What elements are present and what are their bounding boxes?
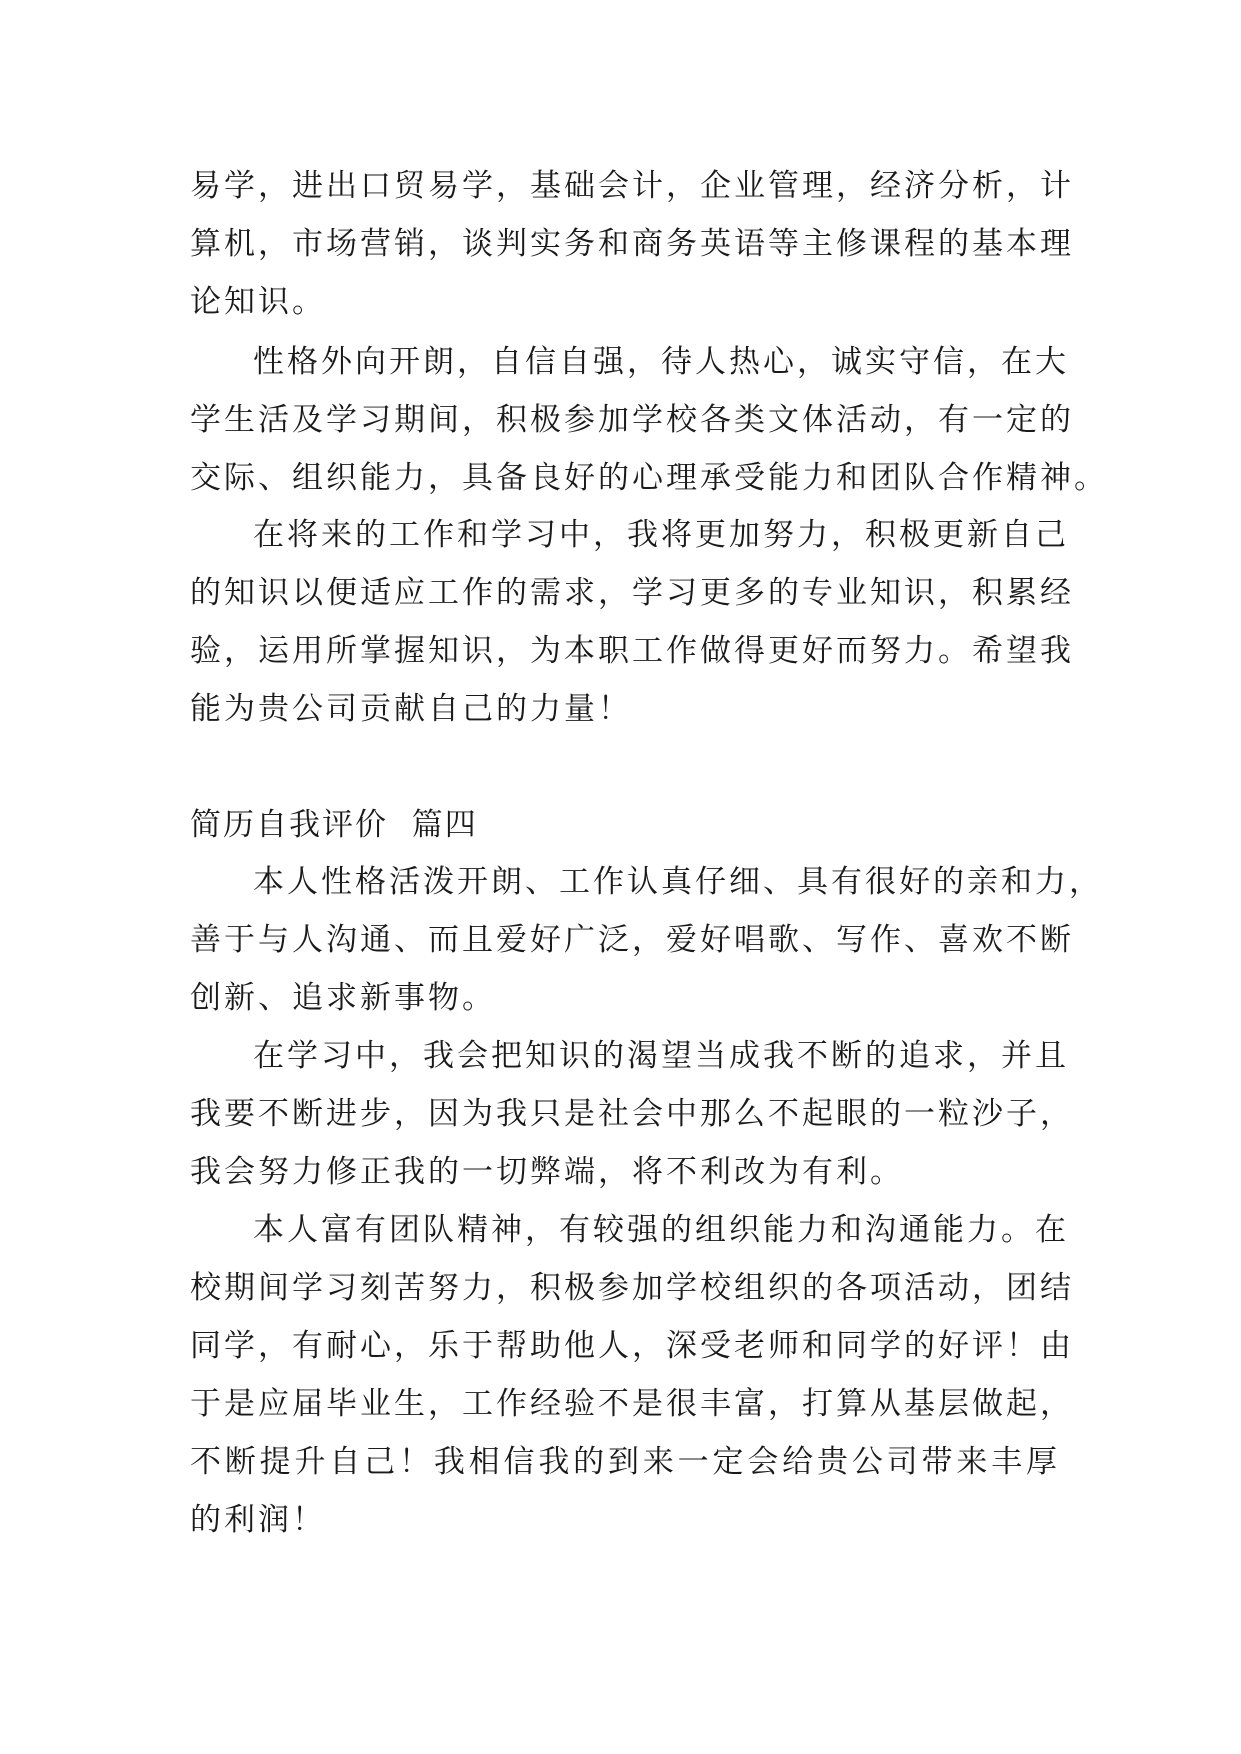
text-line: 不断提升自己！我相信我的到来一定会给贵公司带来丰厚	[190, 1444, 1060, 1480]
text-line: 我会努力修正我的一切弊端，将不利改为有利。	[190, 1154, 904, 1190]
text-line: 善于与人沟通、而且爱好广泛，爱好唱歌、写作、喜欢不断	[190, 922, 1074, 958]
text-line: 的知识以便适应工作的需求，学习更多的专业知识，积累经	[190, 575, 1074, 611]
text-line: 同学，有耐心，乐于帮助他人，深受老师和同学的好评！由	[190, 1328, 1074, 1364]
text-line: 在学习中，我会把知识的渴望当成我不断的追求，并且	[253, 1038, 1069, 1074]
text-line: 验，运用所掌握知识，为本职工作做得更好而努力。希望我	[190, 633, 1074, 669]
text-line: 创新、追求新事物。	[190, 980, 496, 1016]
text-line: 于是应届毕业生，工作经验不是很丰富，打算从基层做起，	[190, 1386, 1074, 1422]
text-line: 性格外向开朗，自信自强，待人热心，诚实守信，在大	[253, 344, 1069, 380]
text-line: 的利润！	[190, 1502, 326, 1538]
text-line: 本人富有团队精神，有较强的组织能力和沟通能力。在	[253, 1212, 1069, 1248]
text-line: 交际、组织能力，具备良好的心理承受能力和团队合作精神。	[190, 460, 1108, 496]
text-line: 易学，进出口贸易学，基础会计，企业管理，经济分析，计	[190, 168, 1074, 204]
text-line: 校期间学习刻苦努力，积极参加学校组织的各项活动，团结	[190, 1270, 1074, 1306]
text-line: 论知识。	[190, 284, 326, 320]
text-line: 我要不断进步，因为我只是社会中那么不起眼的一粒沙子，	[190, 1096, 1074, 1132]
text-line: 能为贵公司贡献自己的力量！	[190, 691, 632, 727]
text-line: 算机，市场营销，谈判实务和商务英语等主修课程的基本理	[190, 226, 1074, 262]
text-line: 在将来的工作和学习中，我将更加努力，积极更新自己	[253, 517, 1069, 553]
text-line: 本人性格活泼开朗、工作认真仔细、具有很好的亲和力，	[253, 864, 1103, 900]
text-line: 学生活及学习期间，积极参加学校各类文体活动，有一定的	[190, 402, 1074, 438]
section-heading: 简历自我评价 篇四	[190, 807, 478, 843]
